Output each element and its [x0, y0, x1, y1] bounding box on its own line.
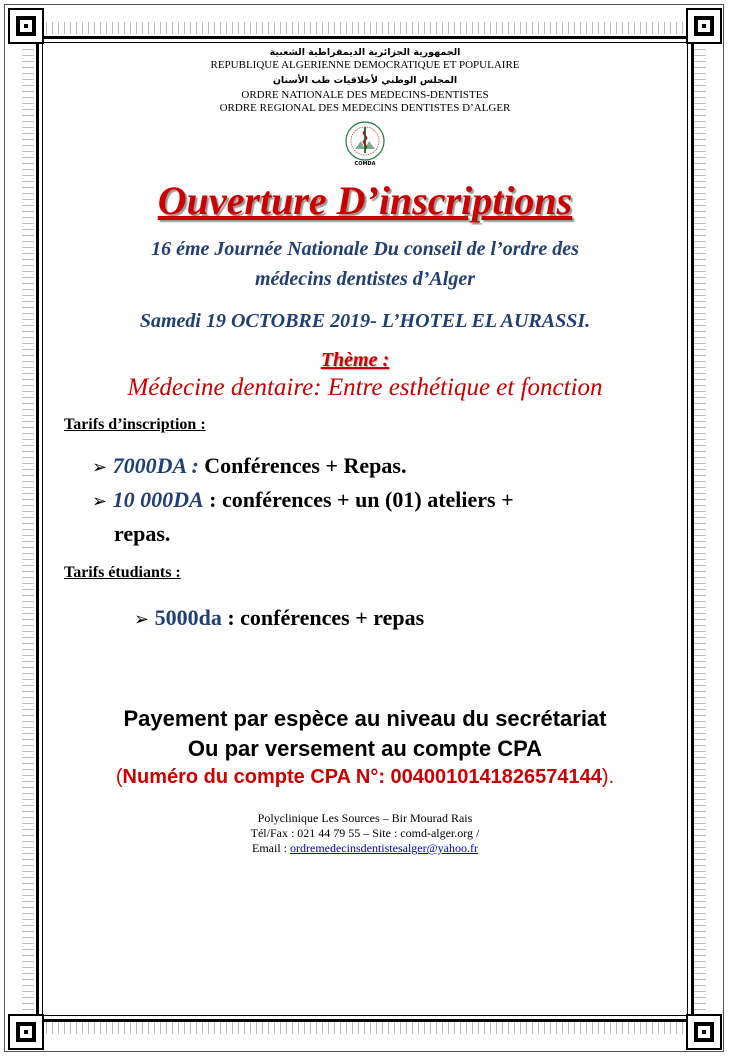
- student-fees-label: Tarifs étudiants :: [64, 564, 181, 581]
- page-title: Ouverture D’inscriptions: [157, 178, 573, 223]
- footer-address: Polyclinique Les Sources – Bir Mourad Rais: [257, 811, 473, 825]
- event-date-place: Samedi 19 OCTOBRE 2019- L’HOTEL EL AURASSI.: [139, 310, 591, 332]
- fee-description: Conférences + Repas.: [198, 453, 407, 478]
- payment-line2: Ou par versement au compte CPA: [187, 736, 543, 761]
- payment-info: [44, 704, 686, 764]
- theme-text: Médecine dentaire: Entre esthétique et fonction: [127, 374, 603, 401]
- corner-ornament-top-left: [8, 8, 44, 44]
- payment-line1: Payement par espèce au niveau du secrétariat: [123, 706, 607, 731]
- national-order-heading: ORDRE NATIONALE DES MEDECINS-DENTISTES: [241, 89, 489, 101]
- event-subtitle-line2: médecins dentistes d’Alger: [255, 268, 475, 290]
- corner-ornament-top-right: [686, 8, 722, 44]
- letterhead: [44, 46, 686, 115]
- fee-description: : conférences + un (01) ateliers +: [203, 487, 514, 512]
- footer-contact: [44, 811, 686, 856]
- arrow-bullet-icon: ➢: [92, 491, 108, 512]
- fee-description-continued: repas.: [114, 521, 171, 546]
- email-label: Email :: [252, 841, 290, 855]
- theme-label: Thème :: [320, 349, 390, 371]
- comda-logo: [341, 119, 389, 167]
- account-paren-open: (: [115, 766, 123, 788]
- corner-ornament-bottom-right: [686, 1014, 722, 1050]
- email-link[interactable]: ordremedecinsdentistesalger@yahoo.fr: [290, 841, 478, 855]
- regional-order-heading: ORDRE REGIONAL DES MEDECINS DENTISTES D’ALGER: [219, 102, 511, 114]
- arrow-bullet-icon: ➢: [134, 609, 150, 630]
- student-fee-description: : conférences + repas: [221, 605, 425, 630]
- poster-content: [44, 44, 686, 856]
- fee-price: 10 000DA: [112, 487, 204, 512]
- account-number-line: [44, 766, 686, 789]
- arabic-council-heading: المجلس الوطني لأخلاقيات طب الأسنان: [272, 75, 458, 86]
- event-subtitle-line1: 16 éme Journée Nationale Du conseil de l’ordre des: [151, 238, 579, 260]
- student-fee-item: [134, 602, 686, 636]
- registration-fees-label: Tarifs d’inscription :: [64, 416, 206, 433]
- fee-price: 7000DA :: [112, 453, 199, 478]
- arrow-bullet-icon: ➢: [92, 457, 108, 478]
- registration-fees-list: [92, 450, 686, 550]
- list-item: [92, 450, 686, 484]
- arabic-republic-heading: الجمهورية الجزائرية الديمقراطية الشعبية: [269, 47, 461, 58]
- republic-heading: REPUBLIQUE ALGERIENNE DEMOCRATIQUE ET POPULAIRE: [210, 59, 520, 71]
- account-number: Numéro du compte CPA N°: 0040010141826574144: [122, 766, 602, 788]
- student-fee-price: 5000da: [154, 605, 222, 630]
- footer-phone-site: Tél/Fax : 021 44 79 55 – Site : comd-alger.org /: [250, 826, 480, 840]
- event-subtitle: [44, 234, 686, 294]
- corner-ornament-bottom-left: [8, 1014, 44, 1050]
- footer-email-line: [44, 841, 686, 856]
- list-item: [92, 484, 686, 518]
- logo-text: COMDA: [354, 161, 376, 167]
- account-paren-close: ).: [601, 766, 615, 788]
